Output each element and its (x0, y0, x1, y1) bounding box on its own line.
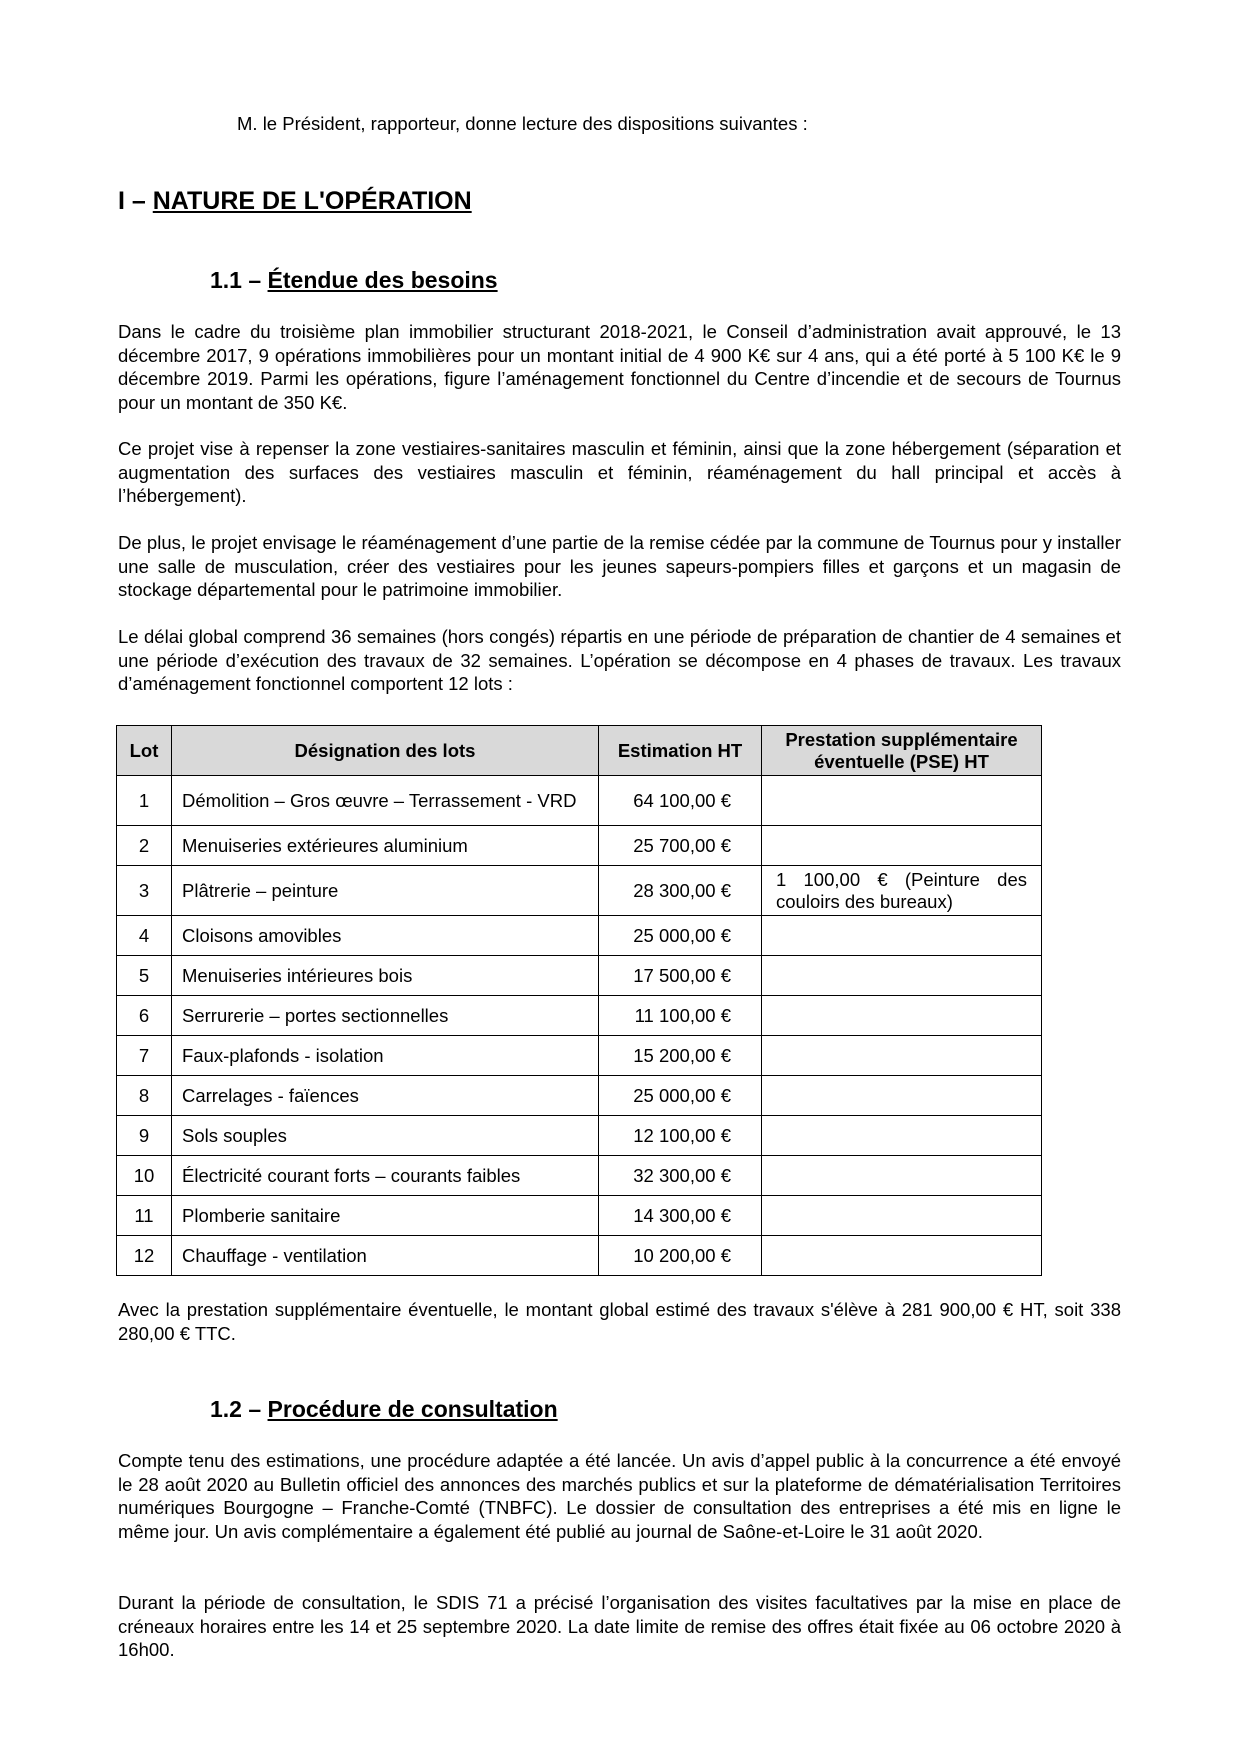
intro-line: M. le Président, rapporteur, donne lecture des dispositions suivantes : (237, 113, 808, 134)
paragraph-3: De plus, le projet envisage le réaménagement d’une partie de la remise cédée par la commune de Tournus pour y installer une salle de musculation, créer des vestiaires pour les jeunes sapeurs-pompiers filles et garçons et un magasin de stockage départemental pour le patrimoine immobilier. (118, 532, 1121, 600)
subsection-title: Étendue des besoins (267, 267, 498, 293)
table-row (117, 996, 1042, 1036)
lots-table (116, 725, 1042, 1276)
paragraph-6: Compte tenu des estimations, une procédure adaptée a été lancée. Un avis d’appel public à la concurrence a été envoyé le 28 août 2020 au Bulletin officiel des annonces des marchés publics et sur la plateforme de dématérialisation Territoires numériques Bourgogne – Franche-Comté (TNBFC). Le dossier de consultation des entreprises a été mis en ligne le même jour. Un avis complémentaire a également été publié au journal de Saône-et-Loire le 31 août 2020. (118, 1450, 1121, 1542)
cell-pse (762, 916, 1042, 956)
cell-designation: Cloisons amovibles (172, 916, 599, 956)
subsection-title: Procédure de consultation (267, 1396, 558, 1422)
cell-estimation: 25 700,00 € (599, 826, 762, 866)
cell-lot: 12 (117, 1236, 172, 1276)
cell-designation: Plâtrerie – peinture (172, 866, 599, 916)
cell-estimation: 32 300,00 € (599, 1156, 762, 1196)
subsection-heading-1-2 (210, 1395, 558, 1423)
cell-pse (762, 1076, 1042, 1116)
table-row (117, 1036, 1042, 1076)
cell-designation: Serrurerie – portes sectionnelles (172, 996, 599, 1036)
cell-lot: 10 (117, 1156, 172, 1196)
subsection-number: 1.1 – (210, 267, 268, 293)
cell-estimation: 15 200,00 € (599, 1036, 762, 1076)
section-heading (118, 186, 472, 216)
cell-pse (762, 956, 1042, 996)
table-row (117, 956, 1042, 996)
table-row (117, 826, 1042, 866)
cell-lot: 8 (117, 1076, 172, 1116)
paragraph-5: Avec la prestation supplémentaire éventuelle, le montant global estimé des travaux s'élève à 281 900,00 € HT, soit 338 280,00 € TTC. (118, 1299, 1121, 1344)
cell-designation: Électricité courant forts – courants faibles (172, 1156, 599, 1196)
cell-pse: 1 100,00 € (Peinture des couloirs des bureaux) (762, 866, 1042, 916)
table-row (117, 1236, 1042, 1276)
header-designation: Désignation des lots (172, 726, 599, 776)
cell-designation: Faux-plafonds - isolation (172, 1036, 599, 1076)
cell-pse (762, 776, 1042, 826)
paragraph-7: Durant la période de consultation, le SDIS 71 a précisé l’organisation des visites facultatives par la mise en place de créneaux horaires entre les 14 et 25 septembre 2020. La date limite de remise des offres était fixée au 06 octobre 2020 à 16h00. (118, 1592, 1121, 1660)
cell-designation: Menuiseries intérieures bois (172, 956, 599, 996)
cell-lot: 2 (117, 826, 172, 866)
cell-pse (762, 1156, 1042, 1196)
table-row (117, 1156, 1042, 1196)
cell-estimation: 12 100,00 € (599, 1116, 762, 1156)
table-row (117, 1076, 1042, 1116)
cell-estimation: 10 200,00 € (599, 1236, 762, 1276)
cell-estimation: 64 100,00 € (599, 776, 762, 826)
cell-designation: Carrelages - faïences (172, 1076, 599, 1116)
cell-estimation: 14 300,00 € (599, 1196, 762, 1236)
table-row (117, 1116, 1042, 1156)
cell-designation: Menuiseries extérieures aluminium (172, 826, 599, 866)
subsection-number: 1.2 – (210, 1396, 268, 1422)
cell-estimation: 11 100,00 € (599, 996, 762, 1036)
table-header-row (117, 726, 1042, 776)
cell-pse (762, 826, 1042, 866)
cell-lot: 5 (117, 956, 172, 996)
cell-lot: 11 (117, 1196, 172, 1236)
table-row (117, 776, 1042, 826)
cell-pse (762, 996, 1042, 1036)
cell-pse (762, 1116, 1042, 1156)
paragraph-4: Le délai global comprend 36 semaines (hors congés) répartis en une période de préparation de chantier de 4 semaines et une période d’exécution des travaux de 32 semaines. L’opération se décompose en 4 phases de travaux. Les travaux d’aménagement fonctionnel comportent 12 lots : (118, 626, 1121, 694)
cell-designation: Démolition – Gros œuvre – Terrassement - VRD (172, 776, 599, 826)
header-pse: Prestation supplémentaire éventuelle (PSE) HT (762, 726, 1042, 776)
header-lot: Lot (117, 726, 172, 776)
table-row (117, 1196, 1042, 1236)
paragraph-1: Dans le cadre du troisième plan immobilier structurant 2018-2021, le Conseil d’administration avait approuvé, le 13 décembre 2017, 9 opérations immobilières pour un montant initial de 4 900 K€ sur 4 ans, qui a été porté à 5 100 K€ le 9 décembre 2019. Parmi les opérations, figure l’aménagement fonctionnel du Centre d’incendie et de secours de Tournus pour un montant de 350 K€. (118, 321, 1121, 413)
header-estimation: Estimation HT (599, 726, 762, 776)
paragraph-2: Ce projet vise à repenser la zone vestiaires-sanitaires masculin et féminin, ainsi que la zone hébergement (séparation et augmentation des surfaces des vestiaires masculin et féminin, réaménagement du hall principal et accès à l’hébergement). (118, 438, 1121, 506)
cell-designation: Plomberie sanitaire (172, 1196, 599, 1236)
table-row (117, 916, 1042, 956)
cell-lot: 1 (117, 776, 172, 826)
cell-pse (762, 1236, 1042, 1276)
cell-estimation: 28 300,00 € (599, 866, 762, 916)
cell-pse (762, 1196, 1042, 1236)
cell-lot: 7 (117, 1036, 172, 1076)
cell-lot: 6 (117, 996, 172, 1036)
cell-estimation: 25 000,00 € (599, 1076, 762, 1116)
cell-estimation: 25 000,00 € (599, 916, 762, 956)
subsection-heading-1-1 (210, 266, 498, 294)
table-row (117, 866, 1042, 916)
cell-lot: 4 (117, 916, 172, 956)
cell-designation: Chauffage - ventilation (172, 1236, 599, 1276)
cell-lot: 3 (117, 866, 172, 916)
section-number: I – (118, 187, 153, 215)
cell-lot: 9 (117, 1116, 172, 1156)
cell-designation: Sols souples (172, 1116, 599, 1156)
section-title: NATURE DE L'OPÉRATION (152, 187, 472, 215)
cell-pse (762, 1036, 1042, 1076)
cell-estimation: 17 500,00 € (599, 956, 762, 996)
